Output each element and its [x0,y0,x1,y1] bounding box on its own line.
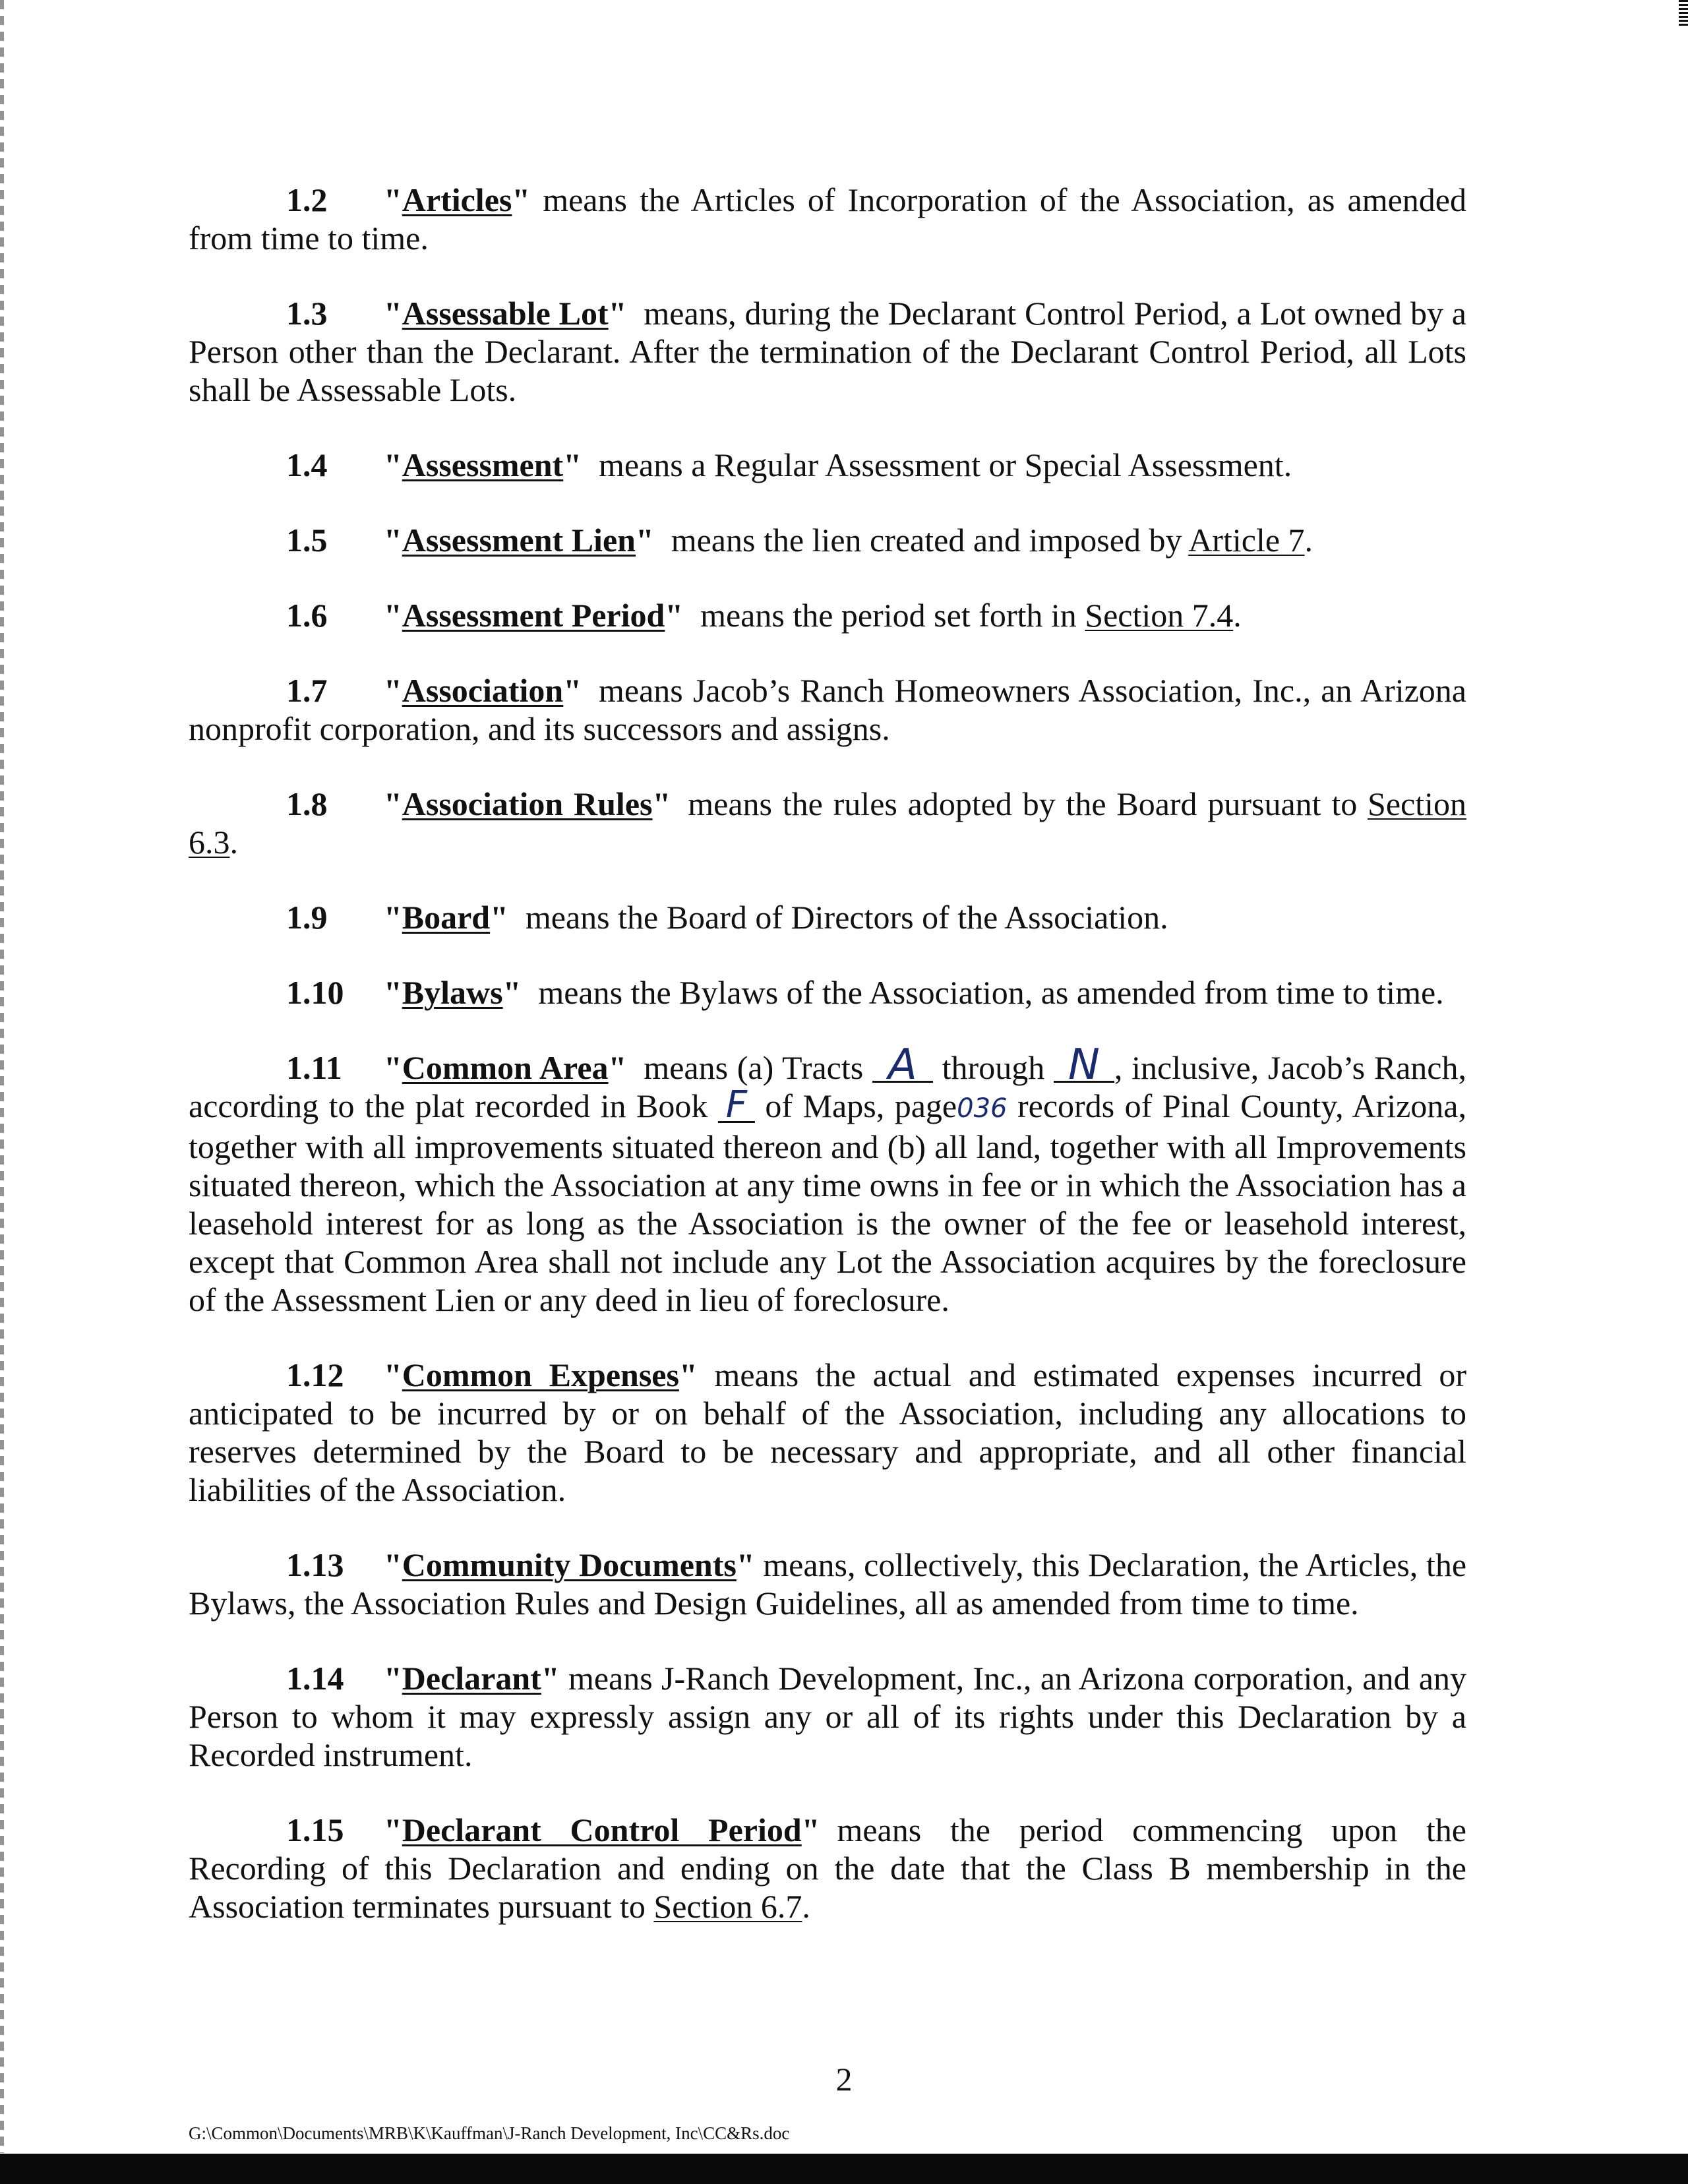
document-body [189,181,1466,1926]
handwritten-book: F [718,1089,755,1123]
defined-term: Assessment [402,446,564,483]
section-number: 1.11 [286,1049,342,1086]
definition-text: means, during the Declarant Control Period, a Lot owned by a Person other than the Declarant. After the termination of the Declarant Control Period, all Lots shall be Assessable Lots. [189,295,1466,408]
scan-left-edge [0,0,4,2153]
definition-text: means a Regular Assessment or Special Assessment. [598,446,1292,483]
cross-reference: Section 6.7 [653,1888,802,1925]
definition-text: means the lien created and imposed by [671,522,1182,559]
section-number: 1.8 [286,785,328,822]
defined-term: Bylaws [402,974,503,1011]
section-number: 1.4 [286,446,328,483]
definition-text: , inclusive, Jacob’s Ranch, according to the plat recorded in Book [189,1049,1467,1124]
section-number: 1.5 [286,522,328,559]
defined-term: Assessment Lien [402,522,636,559]
definition-text-end: . [802,1888,810,1925]
definition-text-end: . [229,824,238,861]
definition-text: means, collectively, this Declaration, the Articles, the Bylaws, the Association Rules and Design Guidelines, all as amended from time to time. [189,1546,1467,1622]
definition-text: of Maps, page [765,1087,957,1124]
section-number: 1.13 [286,1546,344,1583]
definition-1-15: 1.15 "Declarant Control Period" means the period commencing upon the Recording of this Declaration and ending on the date that the Class B membership in the Association terminates pursuant to Section 6.7. [189,1811,1466,1925]
section-number: 1.15 [286,1811,344,1848]
definition-1-8: 1.8 "Association Rules" means the rules adopted by the Board pursuant to Section 6.3. [189,785,1467,861]
defined-term: Articles [402,181,512,218]
definition-1-5: 1.5 "Assessment Lien" means the lien created and imposed by Article 7. [286,522,1313,559]
section-number: 1.3 [286,295,328,332]
defined-term: Community Documents [402,1546,737,1583]
scan-bottom-border [0,2154,1688,2184]
definition-text: means the period commencing upon the Recording of this Declaration and ending on the date that the Class B membership in the Association terminates pursuant to [189,1811,1466,1925]
definition-text: means J-Ranch Development, Inc., an Arizona corporation, and any Person to whom it may expressly assign any or all of its rights under this Declaration by a Recorded instrument. [189,1660,1467,1773]
definition-text: means Jacob’s Ranch Homeowners Association, Inc., an Arizona nonprofit corporation, and its successors and assigns. [189,672,1466,747]
definition-text: means (a) Tracts [644,1049,864,1086]
definition-text: means the period set forth in [700,597,1077,634]
defined-term: Declarant [402,1660,541,1697]
definition-1-13: 1.13 "Community Documents" means, collectively, this Declaration, the Articles, the Bylaws, the Association Rules and Design Guidelines, all as amended from time to time. [189,1546,1467,1622]
defined-term: Assessment Period [402,597,665,634]
footer-file-path: G:\Common\Documents\MRB\K\Kauffman\J-Ranch Development, Inc\CC&Rs.doc [189,2123,790,2143]
defined-term: Board [402,899,491,936]
section-number: 1.14 [286,1660,344,1697]
definition-1-2: 1.2 "Articles" means the Articles of Incorporation of the Association, as amended from time to time. [189,181,1466,257]
definition-text: means the actual and estimated expenses incurred or anticipated to be incurred by or on behalf of the Association, including any allocations to reserves determined by the Board to be necessary and appropriate, and all other financial liabilities of the Association. [189,1356,1467,1508]
definition-text-end: . [1304,522,1313,559]
definition-1-3: 1.3 "Assessable Lot" means, during the Declarant Control Period, a Lot owned by a Person other than the Declarant. After the termination of the Declarant Control Period, all Lots shall be Assessable Lots. [189,295,1466,408]
definition-1-6: 1.6 "Assessment Period" means the period set forth in Section 7.4. [286,597,1242,634]
page-number: 2 [835,2061,853,2098]
definition-1-7: 1.7 "Association" means Jacob’s Ranch Homeowners Association, Inc., an Arizona nonprofit corporation, and its successors and assigns. [189,672,1466,747]
section-number: 1.9 [286,899,328,936]
section-number: 1.12 [286,1356,344,1393]
definition-text: means the Bylaws of the Association, as amended from time to time. [538,974,1444,1011]
defined-term: Declarant Control Period [402,1811,802,1848]
handwritten-page: 036 [957,1093,1008,1124]
cross-reference: Section 7.4 [1085,597,1234,634]
handwritten-tract-end: N [1054,1049,1114,1083]
defined-term: Common Expenses [402,1356,679,1393]
handwritten-tract-start: A [872,1049,933,1083]
definition-1-9: 1.9 "Board" means the Board of Directors of the Association. [286,899,1168,936]
definition-1-14: 1.14 "Declarant" means J-Ranch Development, Inc., an Arizona corporation, and any Person to whom it may expressly assign any or all of its rights under this Declaration by a Recorded instrument. [189,1660,1467,1773]
definition-1-12: 1.12 "Common Expenses" means the actual and estimated expenses incurred or anticipated to be incurred by or on behalf of the Association, including any allocations to reserves determined by the Board to be necessary and appropriate, and all other financial liabilities of the Association. [189,1356,1467,1508]
section-number: 1.6 [286,597,328,634]
section-number: 1.2 [286,181,328,218]
defined-term: Association [402,672,564,709]
definition-text-end: . [1233,597,1242,634]
definition-text: records of Pinal County, Arizona, together with all improvements situated thereon and (b) all land, together with all Improvements situated thereon, which the Association at any time owns in fee or in which the Association has a leasehold interest for as long as the Association is the owner of the fee or leasehold interest, except that Common Area shall not include any Lot the Association acquires by the foreclosure of the Assessment Lien or any deed in lieu of foreclosure. [189,1087,1466,1318]
definition-text: means the Articles of Incorporation of the Association, as amended from time to time. [189,181,1466,257]
definition-1-4: 1.4 "Assessment" means a Regular Assessment or Special Assessment. [286,446,1292,483]
definition-text: through [942,1049,1045,1086]
defined-term: Common Area [402,1049,609,1086]
definition-text: means the Board of Directors of the Association. [525,899,1168,936]
section-number: 1.10 [286,974,344,1011]
section-number: 1.7 [286,672,328,709]
cross-reference: Article 7 [1188,522,1305,559]
defined-term: Assessable Lot [402,295,609,332]
definition-1-10: 1.10 "Bylaws" means the Bylaws of the Association, as amended from time to time. [286,974,1444,1011]
defined-term: Association Rules [402,785,653,822]
scan-corner-mark [1679,0,1688,26]
definition-1-11: 1.11 "Common Area" means (a) Tracts A through N , inclusive, Jacob’s Ranch, according to the plat recorded in Book F of Maps, page036 records of Pinal County, Arizona, together with all improvements situated thereon and (b) all land, together with all Improvements situated thereon, which the Association at any time owns in fee or in which the Association has a leasehold interest for as long as the Association is the owner of the fee or leasehold interest, except that Common Area shall not include any Lot the Association acquires by the foreclosure of the Assessment Lien or any deed in lieu of foreclosure. [189,1041,1467,1318]
cross-reference: Section 6.3 [189,785,1467,861]
definition-text: means the rules adopted by the Board pursuant to [688,785,1358,822]
